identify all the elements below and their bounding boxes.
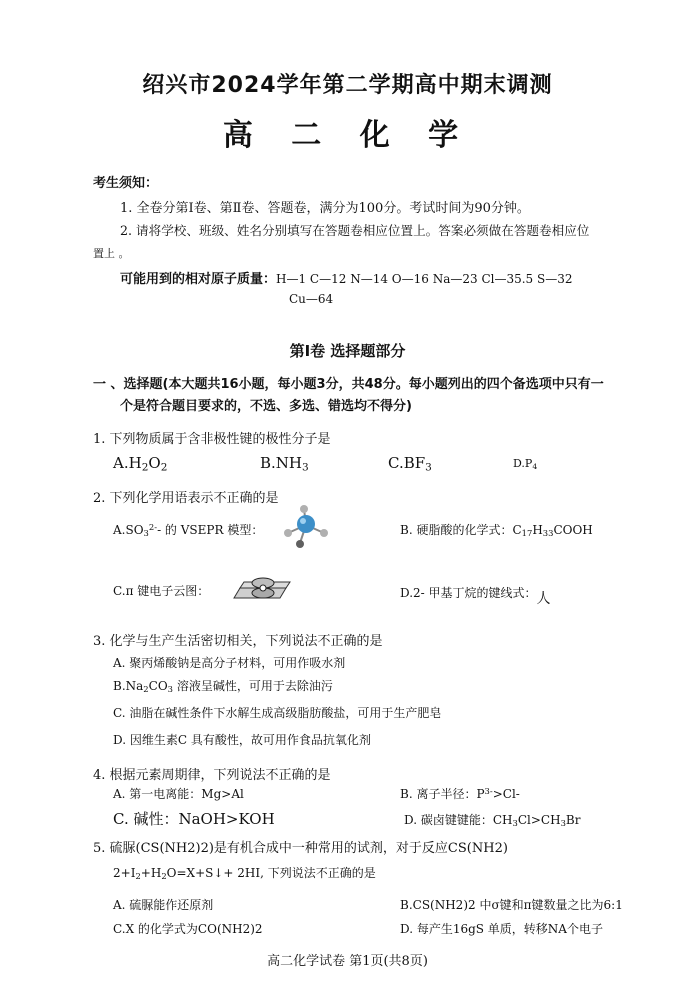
q5-option-c: C.X 的化学式为CO(NH2)2	[113, 922, 263, 936]
atomic-mass-label: 可能用到的相对原子质量：	[120, 272, 277, 287]
page-footer: 高二化学试卷 第1页(共8页)	[267, 954, 428, 969]
section-instruction: 一 、选择题(本大题共16小题，每小题3分，共48分。每小题列出的四个备选项中只有一	[93, 377, 604, 392]
atomic-mass-row	[120, 268, 572, 287]
q1-stem: 1. 下列物质属于含非极性键的极性分子是	[93, 432, 331, 447]
atomic-mass-values-cont: Cu—64	[289, 292, 334, 306]
q3-option-a: A. 聚丙烯酸钠是高分子材料，可用作吸水剂	[113, 656, 346, 670]
atomic-mass-values: H—1 C—12 N—14 O—16 Na—23 Cl—35.5 S—32	[276, 272, 573, 286]
q3-option-c: C. 油脂在碱性条件下水解生成高级脂肪酸盐，可用于生产肥皂	[113, 706, 442, 720]
q3-option-b: $B.Na_2CO_3$ 溶液呈碱性，可用于去除油污	[113, 679, 333, 695]
q1-option-d: $D.P_4$	[513, 457, 538, 471]
q4-option-d: D. 碳卤键键能：$CH_3Cl>CH_3Br$	[404, 813, 581, 829]
q1-option-c: $C.BF_3$	[388, 454, 432, 474]
q5-stem: 5. 硫脲(CS(NH2)2)是有机合成中一种常用的试剂，对于反应CS(NH2)	[93, 841, 508, 856]
q3-option-d: D. 因维生素C 具有酸性，故可用作食品抗氧化剂	[113, 733, 371, 747]
q2-option-a: $A.SO_3^{2-}-$ 的 VSEPR 模型：	[113, 521, 264, 539]
q5-option-a: A. 硫脲能作还原剂	[113, 898, 214, 912]
notice-item-2-cont: 置上 。	[93, 247, 130, 260]
q2-option-c: C.π 键电子云图：	[113, 584, 210, 598]
notice-heading: 考生须知：	[93, 176, 159, 191]
section-instruction-cont: 个是符合题目要求的，不选、多选、错选均不得分)	[120, 399, 412, 414]
section-title: 第Ⅰ卷 选择题部分	[289, 342, 406, 360]
q5-stem-cont: $2+I_2+H_2O=X+S↓+ 2HI$, 下列说法不正确的是	[113, 866, 376, 882]
vsepr-model-icon	[280, 503, 332, 551]
pi-bond-cloud-icon	[230, 574, 296, 602]
q4-option-a: A. 第一电离能：Mg>Al	[113, 787, 244, 801]
bond-line-formula: 人	[536, 591, 551, 607]
q4-stem: 4. 根据元素周期律，下列说法不正确的是	[93, 768, 331, 783]
q2-stem: 2. 下列化学用语表示不正确的是	[93, 491, 279, 506]
q2-option-d: D.2- 甲基丁烷的键线式：人	[400, 586, 551, 607]
q4-option-b: B. 离子半径：$P^{3-}>Cl-$	[400, 785, 520, 801]
q2-option-b: B. 硬脂酸的化学式：$C_{17}H_{33}COOH$	[400, 523, 593, 539]
q4-option-c: C. 碱性：NaOH>KOH	[113, 810, 275, 828]
q1-option-b: $B.NH_3$	[260, 454, 309, 474]
q5-option-b: B.CS(NH2)2 中σ键和π键数量之比为6:1	[400, 898, 623, 912]
exam-title: 绍兴市2024学年第二学期高中期末调测	[142, 73, 553, 98]
q3-stem: 3. 化学与生产生活密切相关，下列说法不正确的是	[93, 634, 383, 649]
notice-item-2: 2. 请将学校、班级、姓名分别填写在答题卷相应位置上。答案必须做在答题卷相应位	[120, 223, 590, 238]
notice-item-1: 1. 全卷分第Ⅰ卷、第Ⅱ卷、答题卷，满分为100分。考试时间为90分钟。	[120, 201, 530, 216]
q1-option-a: $A.H_2O_2$	[113, 454, 168, 474]
q5-option-d: D. 每产生16gS 单质，转移NA个电子	[400, 922, 603, 936]
subject-title: 高 二 化 学	[222, 118, 473, 153]
